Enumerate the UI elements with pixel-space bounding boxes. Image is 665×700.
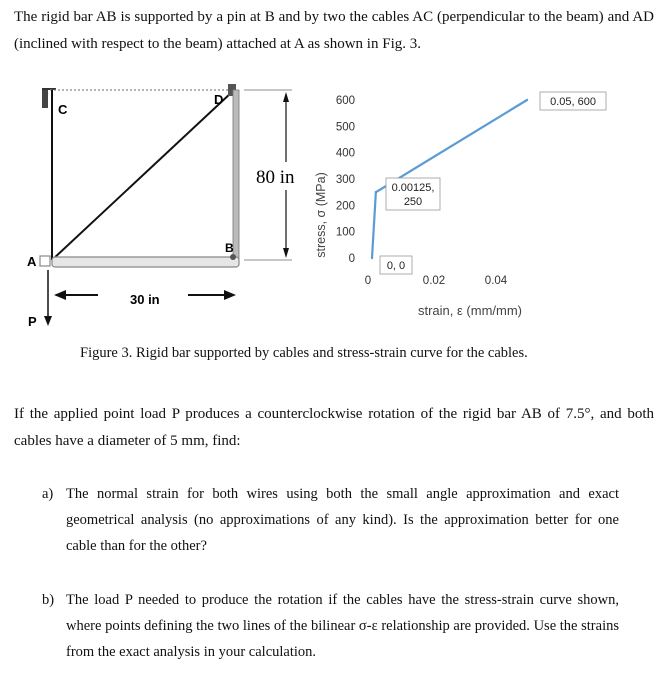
data-label: 250 (403, 196, 423, 208)
y-tick-label: 300 (335, 174, 355, 186)
height-arrow-top (283, 92, 289, 102)
figure-caption: Figure 3. Rigid bar supported by cables and stress-strain curve for the cables. (80, 345, 528, 361)
question-a-label: a) (42, 486, 54, 502)
height-label: 80 in (256, 167, 295, 188)
data-point (526, 99, 528, 101)
cable-ad (52, 92, 232, 260)
label-c: C (58, 102, 68, 117)
data-point (375, 191, 377, 193)
question-a-text: The normal strain for both wires using both the small angle approximation and exact geometrical analysis (no approximations of any kind). Is the approximation better for one cable than for the other? (66, 486, 619, 554)
y-tick-label: 400 (335, 147, 355, 160)
question-a (44, 481, 619, 559)
label-p: P (28, 314, 37, 329)
y-tick-label: 200 (335, 200, 355, 213)
intro-paragraph: The rigid bar AB is supported by a pin at B and by two the cables AC (perpendicular to the beam) and AD (inclined with respect to the beam) attached at A as shown in Fig. 3. (14, 9, 654, 52)
x-tick-label: 0.04 (484, 275, 508, 287)
question-b-label: b) (42, 592, 55, 608)
data-label: 0.05, 600 (550, 96, 596, 108)
x-tick-label: 0.02 (422, 275, 446, 287)
label-d: D (214, 92, 224, 107)
problem-statement: If the applied point load P produces a counterclockwise rotation of the rigid bar AB of 7.5°, and both cables have a diameter of 5 mm, find: (14, 406, 654, 449)
structure-diagram (27, 84, 295, 329)
data-label: 0.00125, (391, 182, 435, 194)
label-b: B (225, 241, 234, 255)
data-point (371, 257, 373, 259)
label-a: A (27, 254, 37, 269)
y-tick-label: 600 (335, 95, 355, 107)
x-tick-label: 0 (364, 275, 372, 287)
width-arrow-right (224, 290, 236, 300)
height-arrow-bottom (283, 248, 289, 258)
question-b (44, 587, 619, 665)
load-p-arrowhead (44, 316, 52, 326)
y-tick-label: 0 (348, 253, 355, 265)
width-label: 30 in (130, 292, 160, 307)
support-wall (233, 90, 239, 260)
width-arrow-left (54, 290, 66, 300)
chart-xlabel: strain, ε (mm/mm) (417, 303, 523, 318)
chart-ylabel: stress, σ (MPa) (314, 172, 328, 258)
pin-a (40, 256, 50, 266)
y-tick-label: 100 (335, 226, 355, 239)
figure-3 (0, 80, 665, 340)
data-label: 0, 0 (386, 260, 406, 272)
question-b-text: The load P needed to produce the rotation if the cables have the stress-strain curve shown, where points defining the two lines of the bilinear σ-ε relationship are provided. Use the strains from the exact analysis in your calculation. (66, 592, 619, 660)
stress-strain-chart (314, 92, 606, 318)
y-tick-label: 500 (335, 121, 355, 134)
rigid-bar-ab (52, 257, 239, 267)
ceiling-bracket (42, 88, 48, 108)
